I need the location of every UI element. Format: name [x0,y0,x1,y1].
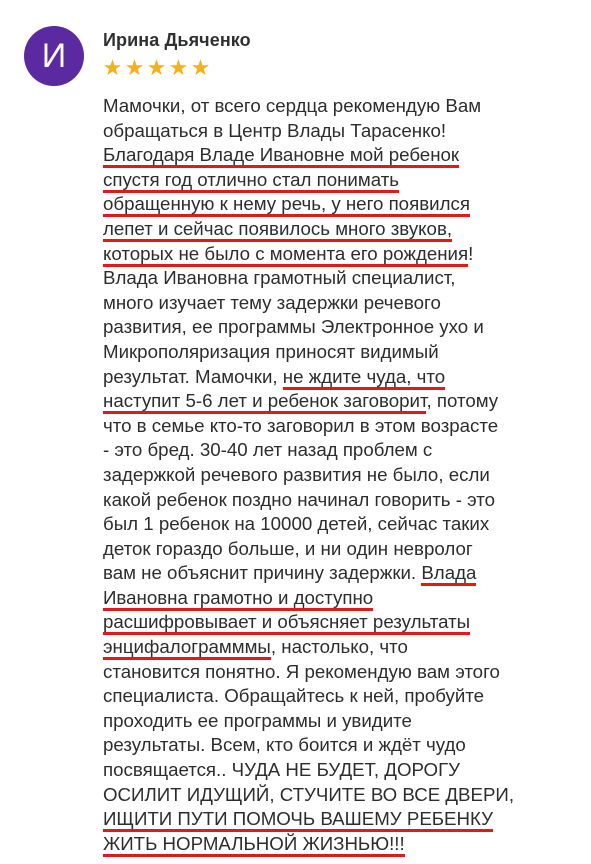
review-line [103,119,573,144]
highlighted-text: обращенную к нему речь, у него появился [103,193,470,217]
review-text-segment: Микрополяризация приносят видимый [103,340,439,362]
review-line [103,242,573,267]
review-line [103,610,573,635]
author-name[interactable]: Ирина Дьяченко [103,30,251,50]
highlighted-text: ИЩИТИ ПУТИ ПОМОЧЬ ВАШЕМУ РЕБЕНКУ [103,808,493,832]
review-line [103,192,573,217]
review-text-segment: обращаться в Центр Влады Тарасенко! [103,119,447,141]
review-line [103,168,573,193]
highlighted-text: расшифровывает и объясняет результаты [103,611,470,635]
highlighted-text: лепет и сейчас появилось много звуков, [103,218,452,242]
highlighted-text: Ивановна грамотно и доступно [103,587,373,611]
review-line [103,512,573,537]
review-line [103,783,573,808]
review-text-segment: результаты. Всем, кто боится и ждёт чудо [103,734,466,756]
review-line [103,463,573,488]
highlighted-text: ЖИТЬ НОРМАЛЬНОЙ ЖИЗНЬЮ!!! [103,833,405,857]
review-line [103,537,573,562]
review-text-segment: специалиста. Обращайтесь к ней, пробуйте [103,685,485,707]
highlighted-text: не ждите чуда, что [283,366,445,390]
star-icon: ★ [190,55,211,80]
review-line [103,561,573,586]
review-line [103,365,573,390]
review-line [103,315,573,340]
highlighted-text: Благодаря Владе Ивановне мой ребенок [103,144,459,168]
review-text-segment: , потому [426,390,499,412]
review-line [103,414,573,439]
author-avatar[interactable]: И [24,26,84,86]
rating-stars [102,56,211,80]
review-line [103,438,573,463]
highlighted-text: наступит 5-6 лет и ребенок заговорит [103,390,426,414]
review-text-segment: развития, ее программы Электронное ухо и [103,316,484,338]
review-line [103,389,573,414]
review-line [103,266,573,291]
highlighted-text: спустя год отлично стал понимать [103,169,399,193]
review-line [103,94,573,119]
review-text-segment: Мамочки, от всего сердца рекомендую Вам [103,95,482,116]
review-line [103,143,573,168]
highlighted-text: энцифалограмммы [103,636,271,660]
review-text-segment: был 1 ребенок на 10000 детей, сейчас таких [103,513,490,535]
review-line [103,807,573,832]
highlighted-text: Влада [421,562,476,586]
review-text-segment: много изучает тему задержки речевого [103,291,441,313]
review-line [103,684,573,709]
review-line [103,733,573,758]
star-icon: ★ [168,55,189,80]
review-text-segment: - это бред. 30-40 лет назад проблем с [103,439,433,461]
review-text-segment: Влада Ивановна грамотный специалист, [103,267,456,289]
review-line [103,488,573,513]
review-text-segment: проходить ее программы и увидите [103,709,412,731]
review-line [103,758,573,783]
star-icon: ★ [124,55,145,80]
review-text-segment: , настолько, что [270,636,408,658]
review-line [103,635,573,660]
review-text-segment: что в семье кто-то заговорил в этом возрасте [103,414,499,436]
review-text-segment: какой ребенок поздно начинал говорить - это [103,488,495,510]
review-line [103,586,573,611]
review-text-segment: вам не объяснит причину задержки. [103,562,422,584]
review-text-segment: становится понятно. Я рекомендую вам этого [103,660,500,682]
review-text-segment: ОСИЛИТ ИДУЩИЙ, СТУЧИТЕ ВО ВСЕ ДВЕРИ, [103,783,515,805]
review-text-segment: результат. Мамочки, [103,365,283,387]
highlighted-text: которых не было с момента его рождения [103,243,468,267]
review-line [103,660,573,685]
star-icon: ★ [146,55,167,80]
review-line [103,217,573,242]
review-text-segment: деток гораздо больше, и ни один невролог [103,537,473,559]
review-line [103,832,573,857]
review-text-segment: посвящается.. ЧУДА НЕ БУДЕТ, ДОРОГУ [103,759,461,781]
review-line [103,709,573,734]
star-icon: ★ [102,55,123,80]
review-text [103,94,573,856]
review-text-segment: ! [468,242,474,264]
review-line [103,291,573,316]
review-text-segment: задержкой речевого развития не было, если [103,463,490,485]
review-line [103,340,573,365]
